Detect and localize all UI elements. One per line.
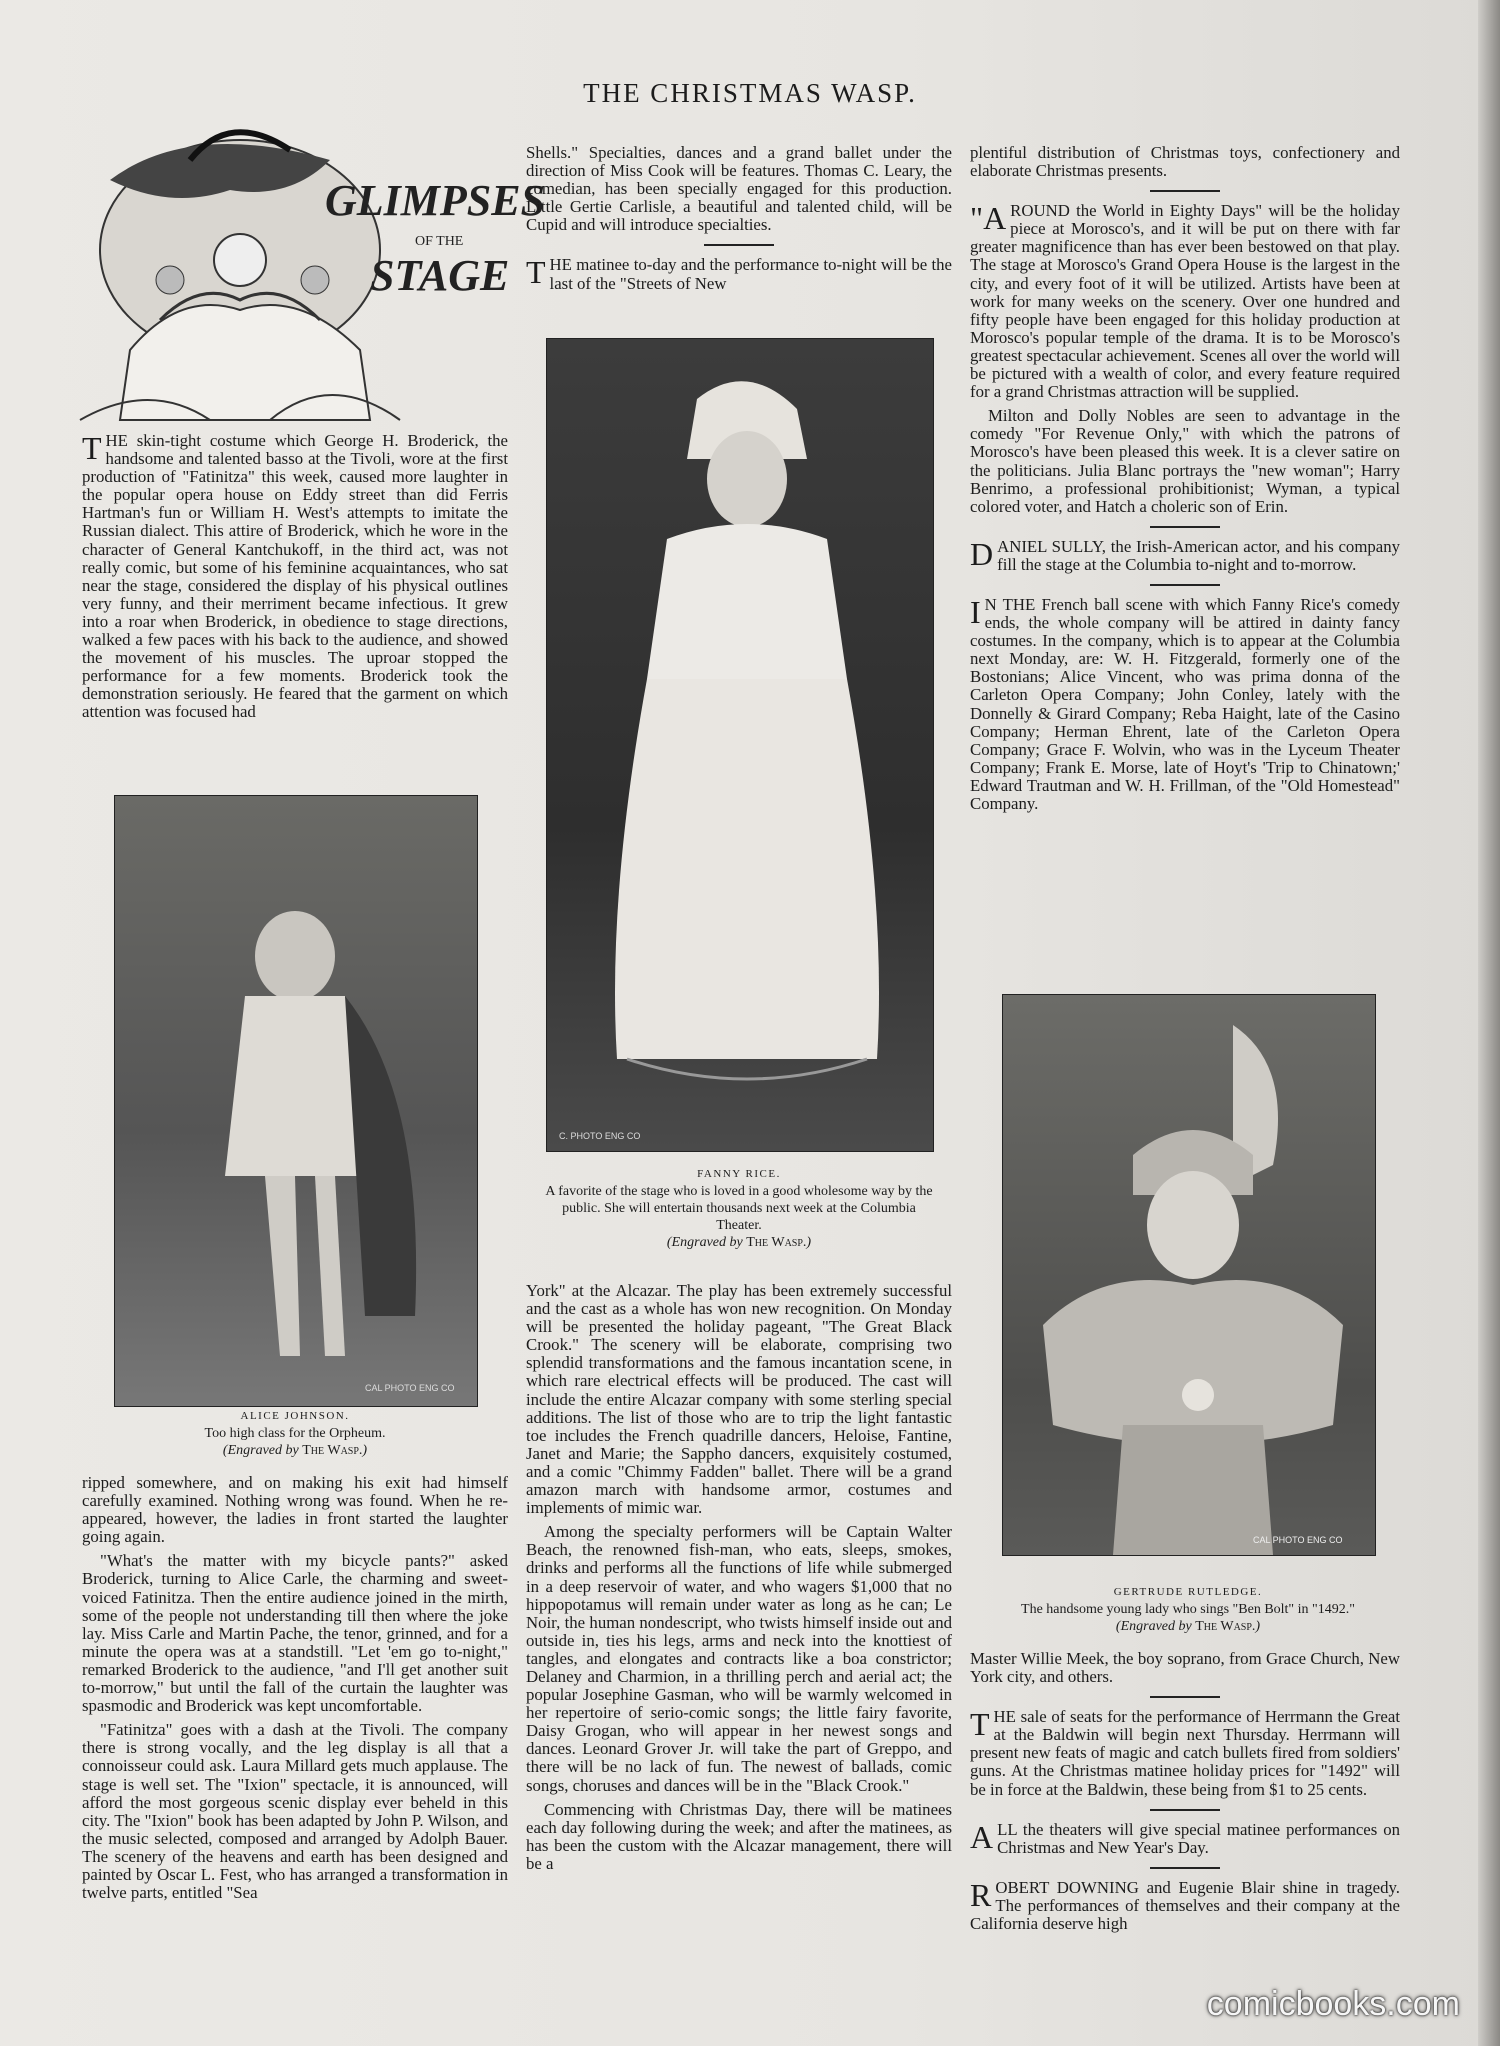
credit-prefix: Engraved by bbox=[671, 1235, 743, 1250]
caption-description: The handsome young lady who sings "Ben Bolt" in "1492." bbox=[1021, 1602, 1355, 1617]
caption-name: FANNY RICE. bbox=[697, 1168, 781, 1180]
paragraph: York" at the Alcazar. The play has been extremely successful and the cast as a whole has won new recognition. On Monday will be presented the holiday pageant, "The Great Black Crook." The scenery will be elaborate, comprising two splendid transformations and the famous incantation scene, in which rare electrical effects will be produced. The cast will include the entire Alcazar company with some sterling special additions. The list of those who are to trip the light fantastic toe includes the French quadrille dancers, Heloise, Fantine, Janet and Marie; the Sappho dancers, exquisitely costumed, and a comic "Chimmy Fadden" ballet. There will be a grand amazon march with handsome armor, costumes and implements of mimic war. bbox=[526, 1281, 952, 1518]
divider-rule bbox=[1150, 190, 1220, 192]
drop-cap: T bbox=[526, 254, 546, 291]
header-art-line2: OF THE bbox=[415, 234, 464, 249]
paragraph: Master Willie Meek, the boy soprano, from Grace Church, New York city, and others. bbox=[970, 1649, 1400, 1687]
site-watermark: comicbooks.com bbox=[1206, 1985, 1460, 2023]
paragraph-text: HE sale of seats for the performance of Herrmann the Great at the Baldwin will begin next Thursday. Herrmann will present new feats of magic and catch bullets fired from soldiers' guns. At the Christmas matinee holiday prices for "1492" will be in force at the Baldwin, these being from $1 to 25 cents. bbox=[970, 1707, 1400, 1799]
caption-alice-johnson bbox=[114, 1408, 476, 1459]
divider-rule bbox=[1150, 1696, 1220, 1698]
column-1-bottom bbox=[82, 1474, 508, 1908]
column-3-bottom bbox=[970, 1650, 1400, 1939]
paragraph-text: OBERT DOWNING and Eugenie Blair shine in tragedy. The performances of themselves and their company at the California deserve high bbox=[970, 1877, 1400, 1934]
paragraph bbox=[970, 1708, 1400, 1798]
credit-publication: The Wasp. bbox=[302, 1443, 363, 1458]
paragraph-text: HE matinee to-day and the performance to-night will be the last of the "Streets of New bbox=[549, 255, 952, 293]
divider-rule bbox=[704, 244, 774, 246]
engraver-mark: C. PHOTO ENG CO bbox=[559, 1131, 641, 1141]
drop-cap: T bbox=[82, 430, 102, 466]
credit-prefix: Engraved by bbox=[227, 1443, 299, 1458]
paragraph-text: HE skin-tight costume which George H. Broderick, the handsome and talented basso at the Tivoli, wore at the first production of "Fatinitza" this week, caused more laughter in the popular opera house on Eddy street than did Ferris Hartman's fun or William H. West's attempts to imitate the Russian dialect. This attire of Broderick, which he wore in the character of General Kantchukoff, in the third act, was not really comic, but some of his feminine acquaintances, who sat near the stage, considered the display of his physical outlines very funny, and their merriment became infectious. It grew into a roar when Broderick, in obedience to stage directions, walked a few paces with his back to the audience, and showed the movement of his muscles. The uproar stopped the performance for a few moments. Broderick took the demonstration seriously. He feared that the garment on which attention was focused had bbox=[82, 431, 508, 722]
drop-cap: "A bbox=[970, 200, 1007, 237]
column-2-bottom bbox=[526, 1282, 952, 1879]
caption-credit: (Engraved by The Wasp.) bbox=[666, 1235, 812, 1250]
caption-name: GERTRUDE RUTLEDGE. bbox=[1113, 1586, 1263, 1598]
paragraph: Commencing with Christmas Day, there will be matinees each day following during the week; and after the matinees, as has been the custom with the Alcazar management, there will be a bbox=[526, 1799, 952, 1873]
paragraph: ripped somewhere, and on making his exit had himself carefully examined. Nothing wrong was found. When he re-appeared, however, the ladies in front started the laughter going again. bbox=[82, 1473, 508, 1547]
divider-rule bbox=[1150, 584, 1220, 586]
paragraph bbox=[526, 256, 952, 292]
paragraph-text: ROUND the World in Eighty Days" will be the holiday piece at Morosco's, and it will be put on there with far greater magnificence than has ever been bestowed on that play. The stage at Morosco's Grand Opera House is the largest in the city, and every foot of it will be utilized. Artists have been at work for many weeks on the scenery. Over one hundred and fifty people have been engaged for this holiday production at Morosco's popular temple of the drama. It is to be Morosco's greatest spectacular achievement. Scenes all over the world will be pictured with a wealth of color, and every feature required for a grand Christmas attraction will be supplied. bbox=[970, 201, 1400, 402]
caption-description: Too high class for the Orpheum. bbox=[204, 1426, 386, 1441]
paragraph bbox=[82, 432, 508, 722]
divider-rule bbox=[1150, 1867, 1220, 1869]
column-1-top bbox=[82, 432, 508, 728]
paragraph: "Fatinitza" goes with a dash at the Tivoli. The company there is strong vocally, and the leg display is all that a connoisseur could ask. Laura Millard gets much applause. The stage is well set. The "Ixion" spectacle, it is announced, will afford the most gorgeous scenic display ever beheld in this city. The "Ixion" book has been adapted by John P. Wilson, and the music selected, composed and arranged by Adolph Bauer. The scenery of the heavens and earth has been designed and painted by Oscar L. Fest, who has arranged a transformation in twelve parts, entitled "Sea bbox=[82, 1720, 508, 1903]
figure-illustration bbox=[547, 339, 933, 1151]
column-3-top bbox=[970, 144, 1400, 819]
glimpses-of-the-stage-header-art bbox=[70, 120, 546, 440]
column-2-top bbox=[526, 144, 952, 299]
caption-credit: (Engraved by The Wasp.) bbox=[222, 1443, 368, 1458]
paragraph-text: LL the theaters will give special matinee performances on Christmas and New Year's Day. bbox=[997, 1819, 1400, 1857]
paragraph: plentiful distribution of Christmas toys, confectionery and elaborate Christmas presents. bbox=[970, 143, 1400, 181]
drop-cap: D bbox=[970, 535, 994, 572]
figure-illustration bbox=[1003, 995, 1375, 1555]
caption-description: A favorite of the stage who is loved in a good wholesome way by the public. She will entertain thousands next week at the Columbia Theater. bbox=[545, 1184, 933, 1233]
engraver-mark: CAL PHOTO ENG CO bbox=[1253, 1535, 1343, 1545]
credit-publication: The Wasp. bbox=[1195, 1619, 1256, 1634]
paragraph bbox=[970, 202, 1400, 401]
paragraph bbox=[970, 1876, 1400, 1934]
paragraph: Shells." Specialties, dances and a grand ballet under the direction of Miss Cook will be features. Thomas C. Leary, the comedian, has been specially engaged for this production. Little Gertie Carlisle, a beautiful and talented child, will be Cupid and will introduce specialties. bbox=[526, 143, 952, 235]
credit-prefix: Engraved by bbox=[1120, 1619, 1192, 1634]
page-spine-shadow bbox=[1478, 0, 1500, 2046]
paragraph: "What's the matter with my bicycle pants?" asked Broderick, turning to Alice Carle, the charming and sweet-voiced Fatinitza. Then the entire audience joined in the mirth, some of the people not understanding till then where the joke lay. Miss Carle and Martin Pache, the tenor, grinned, and for a minute the opera was at a standstill. "Let 'em go to-night," remarked Broderick to the audience, "and I'll get another suit to-morrow," but until the fall of the curtain the laughter was spasmodic and Broderick was kept uncomfortable. bbox=[82, 1551, 508, 1716]
divider-rule bbox=[1150, 1809, 1220, 1811]
credit-publication: The Wasp. bbox=[746, 1235, 807, 1250]
paragraph-text: N THE French ball scene with which Fanny Rice's comedy ends, the whole company will be attired in dainty fancy costumes. In the company, which is to appear at the Columbia next Monday, are: W. H. Fitzgerald, formerly one of the Bostonians; Alice Vincent, who was prima donna of the Carleton Opera Company; John Conley, lately with the Donnelly & Girard Company; Reba Haight, late of the Casino Company; Herman Ehrent, late of the Carleton Opera Company; Grace F. Wolvin, who was in the Lyceum Theater Company; Frank E. Morse, late of Hoyt's 'Trip to Chinatown;' Edward Trautman and W. H. Frillman, of the "Old Homestead" Company. bbox=[970, 594, 1400, 813]
caption-name: ALICE JOHNSON. bbox=[240, 1410, 350, 1422]
caption-fanny-rice bbox=[540, 1166, 938, 1251]
paragraph bbox=[970, 1818, 1400, 1857]
photo-alice-johnson bbox=[114, 795, 478, 1407]
drop-cap: A bbox=[970, 1818, 994, 1855]
drop-cap: T bbox=[970, 1706, 990, 1743]
paragraph: Milton and Dolly Nobles are seen to advantage in the comedy "For Revenue Only," with which the patrons of Morosco's have been pleased this week. It is a clever satire on the politicians. Julia Blanc portrays the "new woman"; Harry Benrimo, a professional prohibitionist; Wyman, a typical colored voter, and Hatch a choleric son of Erin. bbox=[970, 406, 1400, 516]
figure-illustration bbox=[115, 796, 477, 1406]
engraver-mark: CAL PHOTO ENG CO bbox=[365, 1383, 455, 1393]
paragraph bbox=[970, 535, 1400, 574]
caption-gertrude-rutledge bbox=[966, 1584, 1410, 1635]
running-head: THE CHRISTMAS WASP. bbox=[583, 78, 917, 108]
drop-cap: R bbox=[970, 1876, 992, 1913]
photo-gertrude-rutledge bbox=[1002, 994, 1376, 1556]
caption-credit: (Engraved by The Wasp.) bbox=[1115, 1619, 1261, 1634]
header-art-line3: STAGE bbox=[370, 251, 510, 300]
divider-rule bbox=[1150, 526, 1220, 528]
paragraph: Among the specialty performers will be Captain Walter Beach, the renowned fish-man, who eats, sleeps, smokes, drinks and performs all the functions of life while submerged in a deep reservoir of water, and who wagers $1,000 that no hippopotamus will remain under water as long as he can; Le Noir, the human nondescript, who twists himself inside out and outside in, ties his legs, arms and neck into the knottiest of tangles, and elongates and contracts like a boa constrictor; Delaney and Charmion, in a thrilling perch and aerial act; the popular Josephine Gasman, who will be warmly welcomed in her repertoire of serio-comic songs; the little fairy favorite, Daisy Grogan, who will appear in her newest songs and dances. Leonard Grover Jr. will take the part of Greppo, and there will be no lack of fun. The newest of ballads, comic songs, choruses and dances will be in the "Black Crook." bbox=[526, 1522, 952, 1795]
paragraph-text: ANIEL SULLY, the Irish-American actor, and his company fill the stage at the Columbia to-night and to-morrow. bbox=[997, 536, 1400, 574]
drop-cap: I bbox=[970, 593, 981, 630]
photo-fanny-rice bbox=[546, 338, 934, 1152]
paragraph bbox=[970, 593, 1400, 813]
header-art-line1: GLIMPSES bbox=[325, 176, 546, 225]
